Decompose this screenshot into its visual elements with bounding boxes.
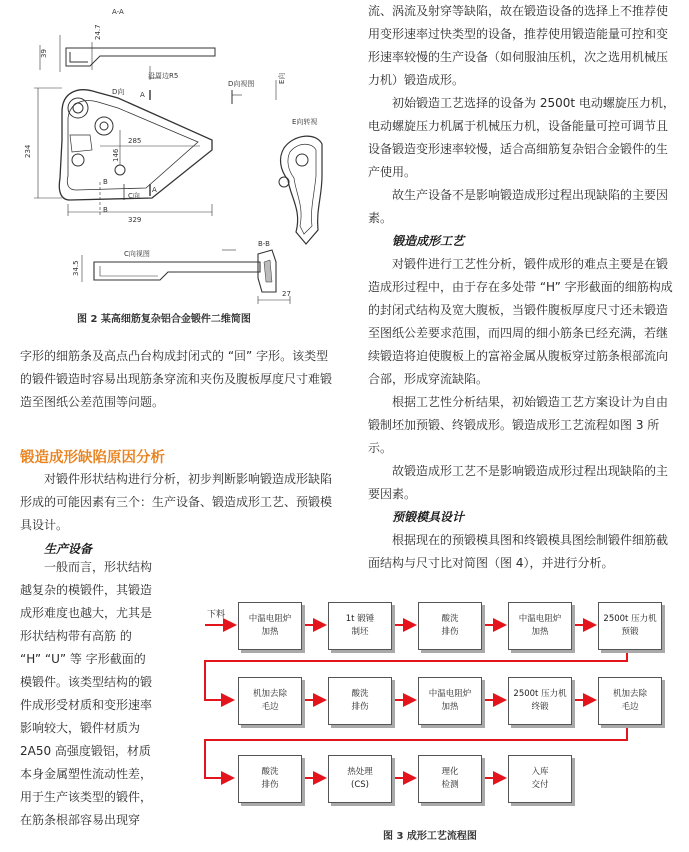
equipment-text: 一般而言，形状结构越复杂的模锻件，其锻造成形难度也越大，尤其是形状结构带有高筋 的 “H” “U” 等 字形截面的模锻件。该类型结构的锻件成形受材质和变形速率影响较大，锻件材质为 2A50 高强度锻铝，材质本身金属塑性流动性差，用于生产该类型的锻件，在筋条根部容易出现穿 bbox=[20, 560, 153, 827]
label-view-c-rotated: C向视图 bbox=[124, 250, 150, 258]
right-para-3: 故生产设备不是影响锻造成形过程出现缺陷的主要因素。 bbox=[368, 188, 669, 225]
flow-step-1-3: 酸洗 排伤 bbox=[418, 602, 482, 650]
figure-3-caption: 图 3 成形工艺流程图 bbox=[383, 831, 477, 842]
flow-step-2-2: 酸洗 排伤 bbox=[328, 677, 392, 725]
left-equipment-paragraph bbox=[20, 556, 153, 832]
figure-3-flowchart bbox=[195, 585, 689, 852]
label-letter-a-left: A bbox=[140, 91, 145, 99]
label-dim-24-7: 24.7 bbox=[94, 24, 102, 40]
analysis-text: 对锻件形状结构进行分析，初步判断影响锻造成形缺陷形成的可能因素有三个：生产设备、锻造成形工艺、预锻模具设计。 bbox=[20, 472, 333, 532]
right-para-7: 根据现在的预锻模具图和终锻模具图绘制锻件细筋截面结构与尺寸比对简图（图 4），并进行分析。 bbox=[368, 533, 669, 570]
subhead-process: 锻造成形工艺 bbox=[392, 234, 465, 248]
label-view-d-rotated: D向视图 bbox=[228, 80, 255, 88]
label-dim-39: 39 bbox=[40, 49, 48, 58]
figure-2 bbox=[0, 0, 345, 340]
right-column bbox=[368, 0, 678, 575]
flow-step-3-1: 酸洗 排伤 bbox=[238, 755, 302, 803]
left-intro-paragraph bbox=[20, 345, 338, 414]
flow-step-3-3: 理化 检测 bbox=[418, 755, 482, 803]
label-letter-b-right: B bbox=[103, 178, 108, 186]
subhead-equipment: 生产设备 bbox=[44, 542, 93, 556]
flow-step-3-2: 热处理 (CS) bbox=[328, 755, 392, 803]
flow-step-1-1: 中温电阻炉 加热 bbox=[238, 602, 302, 650]
label-view-d: D向 bbox=[112, 88, 125, 96]
label-dim-146: 146 bbox=[112, 148, 120, 162]
label-letter-a-right: A bbox=[152, 186, 157, 194]
flow-step-2-5: 机加去除 毛边 bbox=[598, 677, 662, 725]
label-dim-34-5: 34.5 bbox=[72, 260, 80, 276]
label-view-c: C向 bbox=[128, 192, 140, 200]
flow-step-1-5: 2500t 压力机 预锻 bbox=[598, 602, 662, 650]
flow-step-1-2: 1t 锻锤 制坯 bbox=[328, 602, 392, 650]
flow-start-label: 下料 bbox=[207, 610, 226, 620]
label-section-aa: A-A bbox=[112, 8, 124, 16]
label-radius-note: 沿周边R5 bbox=[148, 72, 179, 80]
flow-step-3-4: 入库 交付 bbox=[508, 755, 572, 803]
label-view-e-rotated: E向转视 bbox=[292, 118, 318, 126]
right-para-2: 初始锻造工艺选择的设备为 2500t 电动螺旋压力机，电动螺旋压力机属于机械压力机，设备能量可控可调节且设备锻造变形速率较慢，适合高细筋复杂铝合金锻件的生产使用。 bbox=[368, 96, 675, 179]
section-title: 锻造成形缺陷原因分析 bbox=[20, 450, 165, 466]
right-para-6: 故锻造成形工艺不是影响锻造成形过程出现缺陷的主要因素。 bbox=[368, 464, 669, 501]
flow-step-2-4: 2500t 压力机 终锻 bbox=[508, 677, 572, 725]
flow-step-2-3: 中温电阻炉 加热 bbox=[418, 677, 482, 725]
right-para-4: 对锻件进行工艺性分析，锻件成形的难点主要是在锻造成形过程中，由于存在多处带 “H” 字形截面的细筋构成的封闭式结构及宽大腹板，当锻件腹板厚度尺寸还未锻造至图纸公差要求范围，而四周的细小筋条已经充满，若继续锻造将迫使腹板上的富裕金属从腹板穿过筋条根部流向合部，形成穿流缺陷。 bbox=[368, 257, 673, 386]
figure-2-caption: 图 2 某高细筋复杂铝合金锻件二维简图 bbox=[77, 314, 251, 325]
left-analysis-paragraph bbox=[20, 468, 338, 537]
flow-step-2-1: 机加去除 毛边 bbox=[238, 677, 302, 725]
flow-step-1-4: 中温电阻炉 加热 bbox=[508, 602, 572, 650]
label-dim-285: 285 bbox=[128, 137, 142, 145]
forging-drawing bbox=[0, 0, 345, 310]
right-para-5: 根据工艺性分析结果，初始锻造工艺方案设计为自由锻制坯加预锻、终锻成形。锻造成形工艺流程如图 3 所示。 bbox=[368, 395, 669, 455]
label-dim-234: 234 bbox=[24, 144, 32, 158]
intro-text: 字形的细筋条及高点凸台构成封闭式的 “回” 字形。该类型的锻件锻造时容易出现筋条穿流和夹伤及腹板厚度尺寸难锻造至图纸公差范围等问题。 bbox=[20, 349, 333, 409]
right-para-1: 流、涡流及射穿等缺陷，故在锻造设备的选择上不推荐使用变形速率过快类型的设备，推荐使用锻造能量可控和变形速率较慢的生产设备（如伺服油压机，次之选用机械压力机）锻造成形。 bbox=[368, 4, 669, 87]
label-view-e: E向 bbox=[278, 72, 286, 84]
label-letter-b-left: B bbox=[103, 206, 108, 214]
label-dim-27: 27 bbox=[282, 290, 291, 298]
subhead-die: 预锻模具设计 bbox=[392, 510, 465, 524]
label-section-bb: B-B bbox=[258, 240, 270, 248]
label-dim-329: 329 bbox=[128, 216, 142, 224]
